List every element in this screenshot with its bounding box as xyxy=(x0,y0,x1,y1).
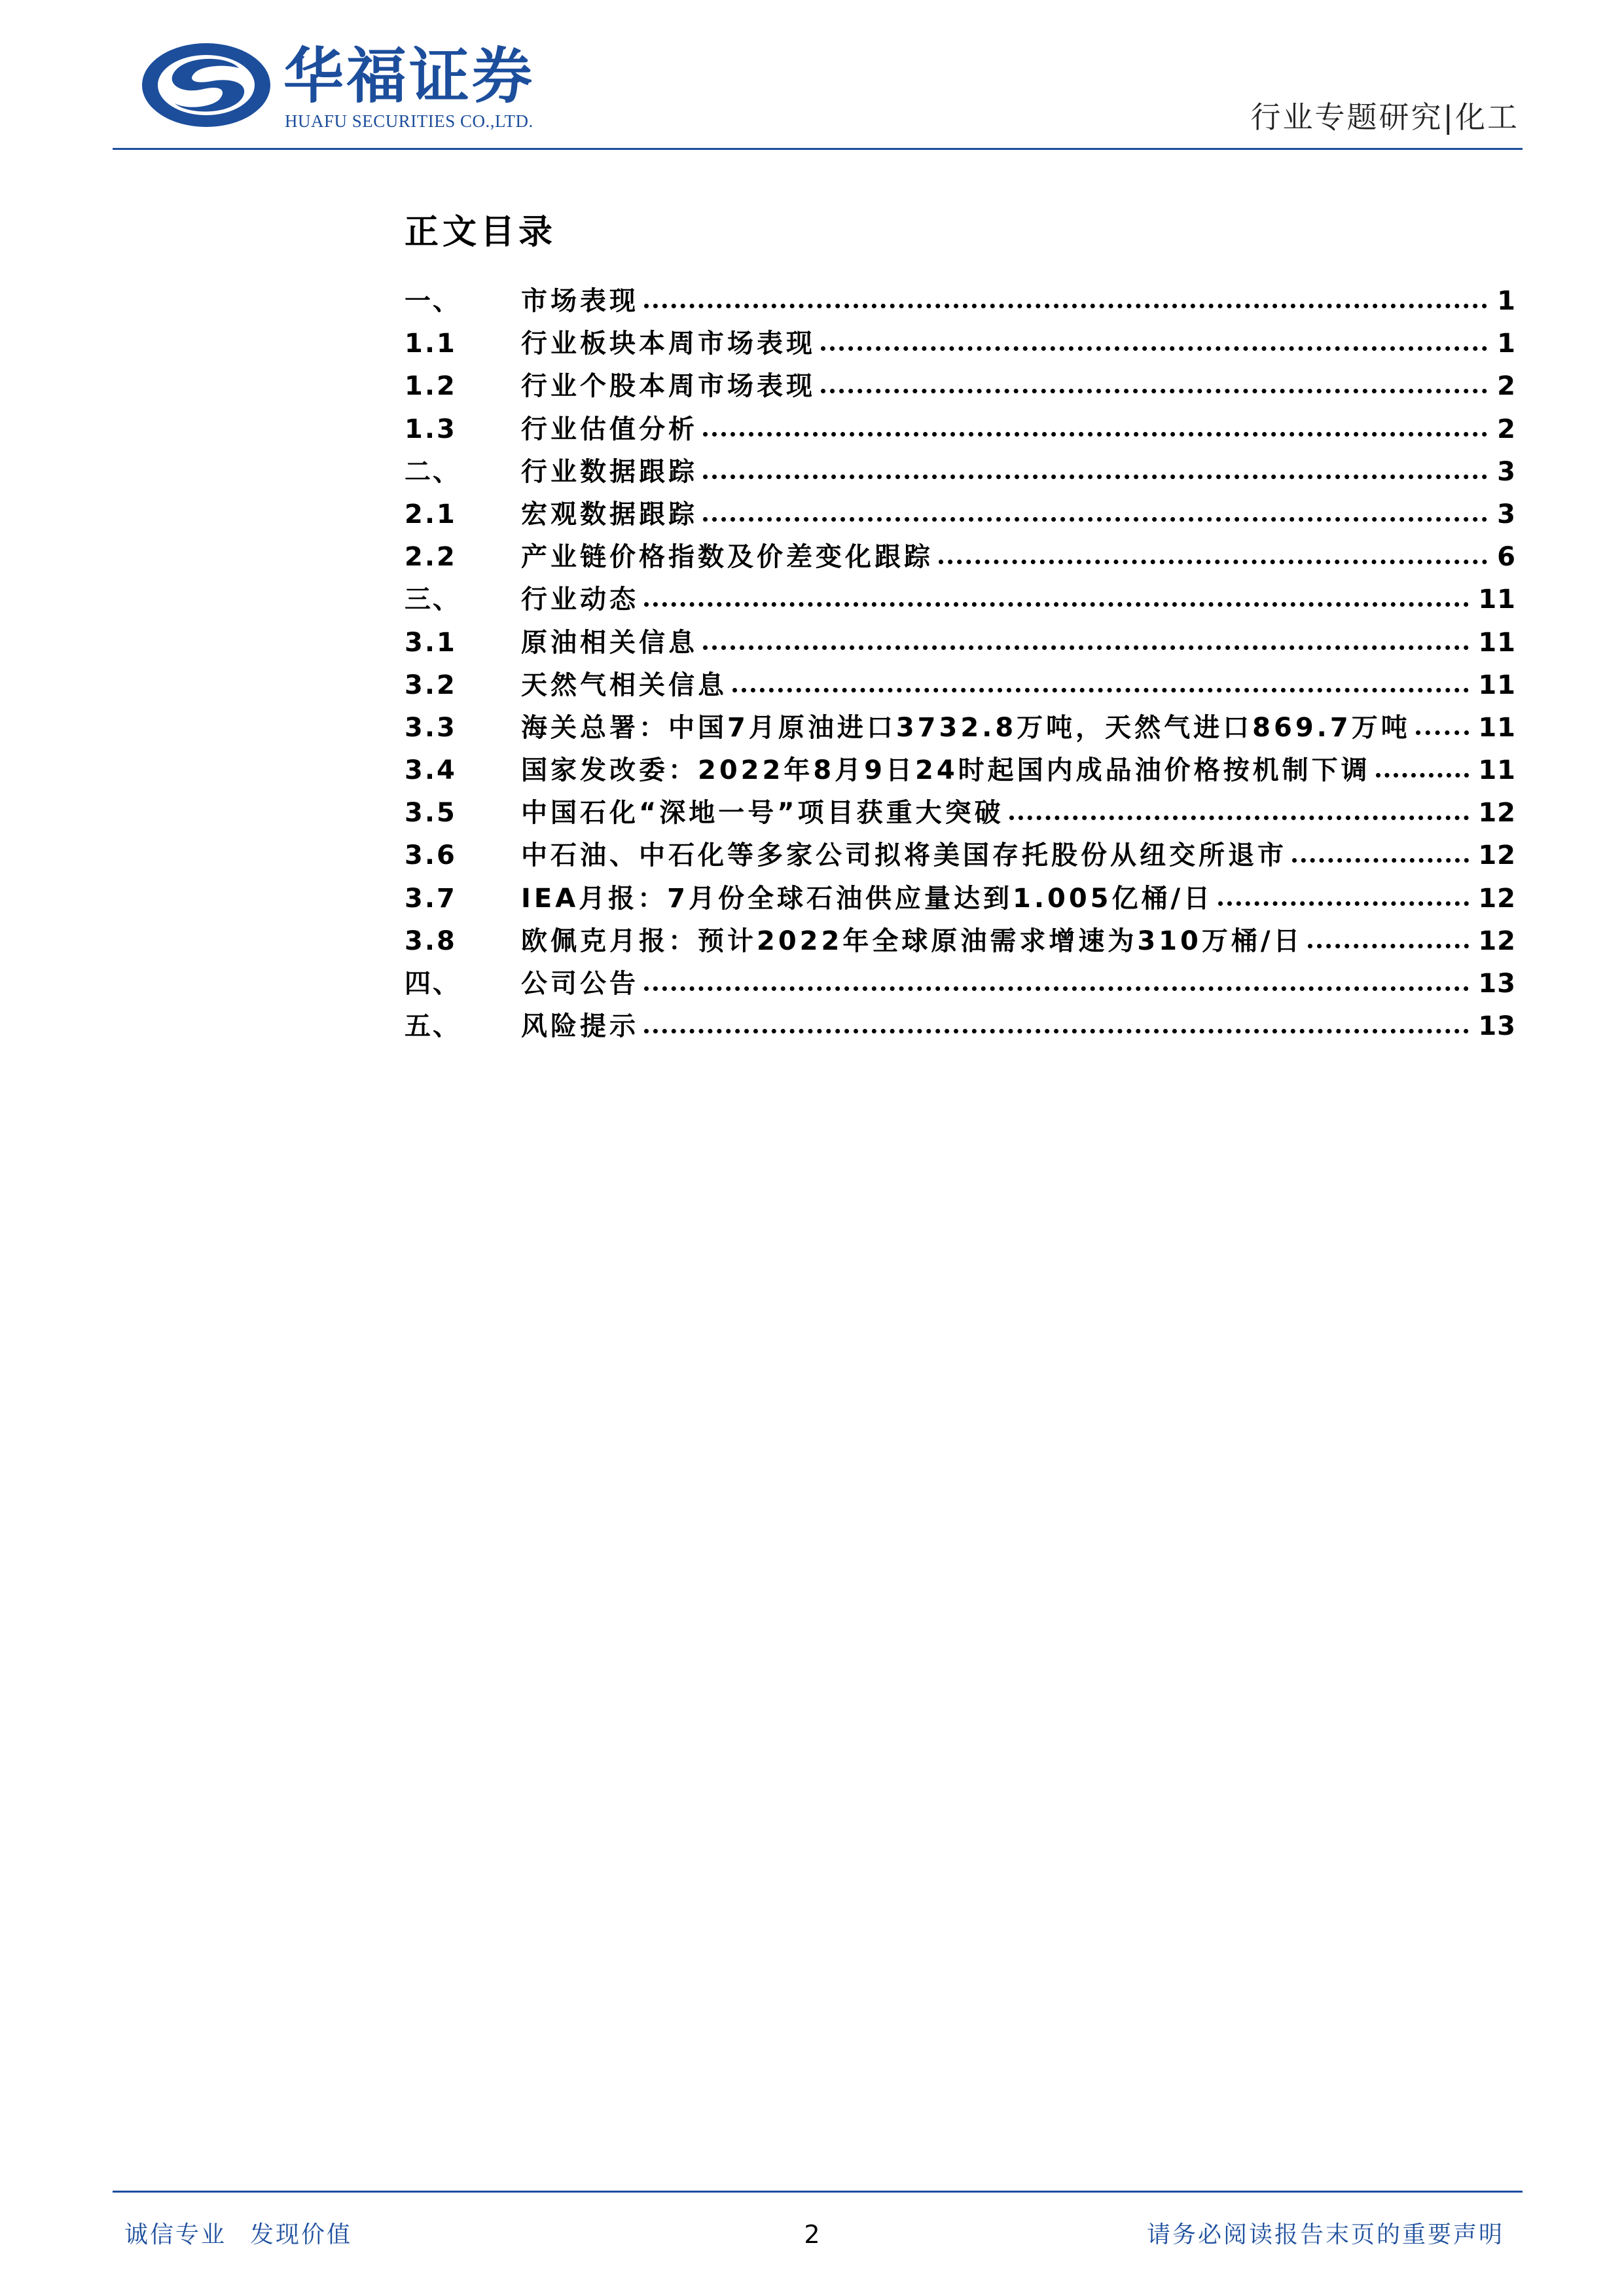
toc-entry-title: IEA月报：7月份全球石油供应量达到1.005亿桶/日 xyxy=(521,883,1214,914)
footer-divider xyxy=(113,2191,1523,2193)
toc-entry-number: 1.2 xyxy=(405,371,457,402)
huafu-logo-icon xyxy=(141,42,272,128)
toc-entry-title: 欧佩克月报：预计2022年全球原油需求增速为310万桶/日 xyxy=(521,925,1303,956)
toc-entry-page: 6 xyxy=(1497,542,1516,573)
toc-leader-dots xyxy=(1308,944,1469,948)
toc-leader-dots xyxy=(644,1029,1469,1033)
toc-entry-number: 3.7 xyxy=(405,883,457,914)
toc-entry-title: 中国石化“深地一号”项目获重大突破 xyxy=(521,798,1004,829)
toc-entry[interactable] xyxy=(405,493,1516,536)
toc-entry[interactable] xyxy=(405,451,1516,493)
toc-title: 正文目录 xyxy=(405,213,557,252)
toc-entry-page: 12 xyxy=(1478,840,1516,871)
toc-entry-page: 11 xyxy=(1478,712,1516,743)
toc-entry-number: 五、 xyxy=(405,1011,461,1042)
toc-entry-title: 风险提示 xyxy=(521,1011,639,1042)
toc-entry[interactable] xyxy=(405,749,1516,792)
toc-entry-number: 3.4 xyxy=(405,755,457,786)
toc-entry-page: 12 xyxy=(1478,925,1516,956)
toc-entry-page: 12 xyxy=(1478,883,1516,914)
toc-entry-page: 11 xyxy=(1478,627,1516,658)
toc-leader-dots xyxy=(644,304,1487,308)
toc-entry-title: 产业链价格指数及价差变化跟踪 xyxy=(521,542,933,573)
logo-english-name: HUAFU SECURITIES CO.,LTD. xyxy=(285,111,533,131)
toc-entry[interactable] xyxy=(405,707,1516,749)
toc-entry-number: 3.2 xyxy=(405,670,457,700)
toc-entry-number: 2.1 xyxy=(405,499,457,529)
toc-entry-page: 13 xyxy=(1478,969,1516,999)
toc-entry-number: 二、 xyxy=(405,456,461,487)
toc-entry[interactable] xyxy=(405,1005,1516,1048)
toc-entry-title: 海关总署：中国7月原油进口3732.8万吨，天然气进口869.7万吨 xyxy=(521,712,1411,743)
toc-entry-number: 3.3 xyxy=(405,712,457,743)
toc-entry[interactable] xyxy=(405,622,1516,664)
toc-leader-dots xyxy=(703,645,1469,650)
toc-entry-number: 2.2 xyxy=(405,542,457,573)
toc-entry[interactable] xyxy=(405,323,1516,365)
toc-entry-number: 3.8 xyxy=(405,925,457,956)
toc-entry-title: 原油相关信息 xyxy=(521,627,698,658)
header-divider xyxy=(113,148,1523,150)
toc-entry-title: 行业数据跟踪 xyxy=(521,456,698,487)
toc-leader-dots xyxy=(644,602,1469,607)
toc-entry[interactable] xyxy=(405,834,1516,877)
toc-entry[interactable] xyxy=(405,536,1516,579)
toc-entry[interactable] xyxy=(405,408,1516,451)
page-number: 2 xyxy=(804,2220,820,2249)
toc-entry-page: 2 xyxy=(1497,414,1516,444)
toc-entry-number: 3.5 xyxy=(405,798,457,829)
toc-leader-dots xyxy=(821,389,1487,393)
toc-leader-dots xyxy=(732,688,1469,692)
toc-entry-page: 12 xyxy=(1478,798,1516,829)
toc-entry-title: 宏观数据跟踪 xyxy=(521,499,698,529)
toc-leader-dots xyxy=(821,346,1487,351)
toc-entry-title: 行业板块本周市场表现 xyxy=(521,329,816,359)
toc-leader-dots xyxy=(1416,730,1470,735)
toc-entry-number: 1.3 xyxy=(405,414,457,444)
logo-chinese-name: 华福证券 xyxy=(283,41,535,111)
toc-entry[interactable] xyxy=(405,963,1516,1005)
toc-entry-title: 天然气相关信息 xyxy=(521,670,727,700)
toc-entry-page: 11 xyxy=(1478,584,1516,615)
toc-leader-dots xyxy=(1292,858,1469,863)
toc-leader-dots xyxy=(1376,773,1470,778)
toc-entry-number: 3.6 xyxy=(405,840,457,871)
toc-entry[interactable] xyxy=(405,792,1516,834)
toc-entry-title: 行业个股本周市场表现 xyxy=(521,371,816,402)
toc-leader-dots xyxy=(703,517,1487,522)
toc-entry[interactable] xyxy=(405,664,1516,707)
company-logo xyxy=(141,39,560,131)
footer-disclaimer: 请务必阅读报告末页的重要声明 xyxy=(1146,2221,1504,2248)
toc-leader-dots xyxy=(1009,816,1470,820)
toc-leader-dots xyxy=(703,475,1487,479)
report-category: 行业专题研究|化工 xyxy=(1250,99,1519,135)
toc-entry-page: 2 xyxy=(1497,371,1516,402)
toc-entry-page: 11 xyxy=(1478,670,1516,700)
toc-entry[interactable] xyxy=(405,878,1516,920)
toc-leader-dots xyxy=(939,560,1487,564)
toc-entry-title: 国家发改委：2022年8月9日24时起国内成品油价格按机制下调 xyxy=(521,755,1371,786)
toc-entry-title: 行业动态 xyxy=(521,584,639,615)
footer-slogan-2: 发现价值 xyxy=(250,2221,353,2248)
toc-entry[interactable] xyxy=(405,280,1516,323)
toc-entry-title: 中石油、中石化等多家公司拟将美国存托股份从纽交所退市 xyxy=(521,840,1287,871)
toc-entry[interactable] xyxy=(405,579,1516,621)
toc-entry-page: 11 xyxy=(1478,755,1516,786)
toc-entry-number: 四、 xyxy=(405,969,461,999)
toc-entry-page: 3 xyxy=(1497,456,1516,487)
toc-entry-number: 三、 xyxy=(405,584,461,615)
toc-leader-dots xyxy=(644,986,1469,991)
footer-slogan-1: 诚信专业 xyxy=(124,2221,227,2248)
toc-leader-dots xyxy=(703,432,1487,437)
toc-entry[interactable] xyxy=(405,365,1516,408)
toc-entry-page: 1 xyxy=(1497,329,1516,359)
toc-entry-title: 市场表现 xyxy=(521,286,639,316)
toc-entry-page: 3 xyxy=(1497,499,1516,529)
toc-entry[interactable] xyxy=(405,920,1516,963)
toc-entry-title: 行业估值分析 xyxy=(521,414,698,444)
toc-entry-number: 1.1 xyxy=(405,329,457,359)
toc-entry-page: 13 xyxy=(1478,1011,1516,1042)
toc-leader-dots xyxy=(1218,901,1469,906)
toc-entry-number: 3.1 xyxy=(405,627,457,658)
table-of-contents xyxy=(405,280,1516,1048)
toc-entry-title: 公司公告 xyxy=(521,969,639,999)
toc-entry-page: 1 xyxy=(1497,286,1516,316)
toc-entry-number: 一、 xyxy=(405,286,461,316)
